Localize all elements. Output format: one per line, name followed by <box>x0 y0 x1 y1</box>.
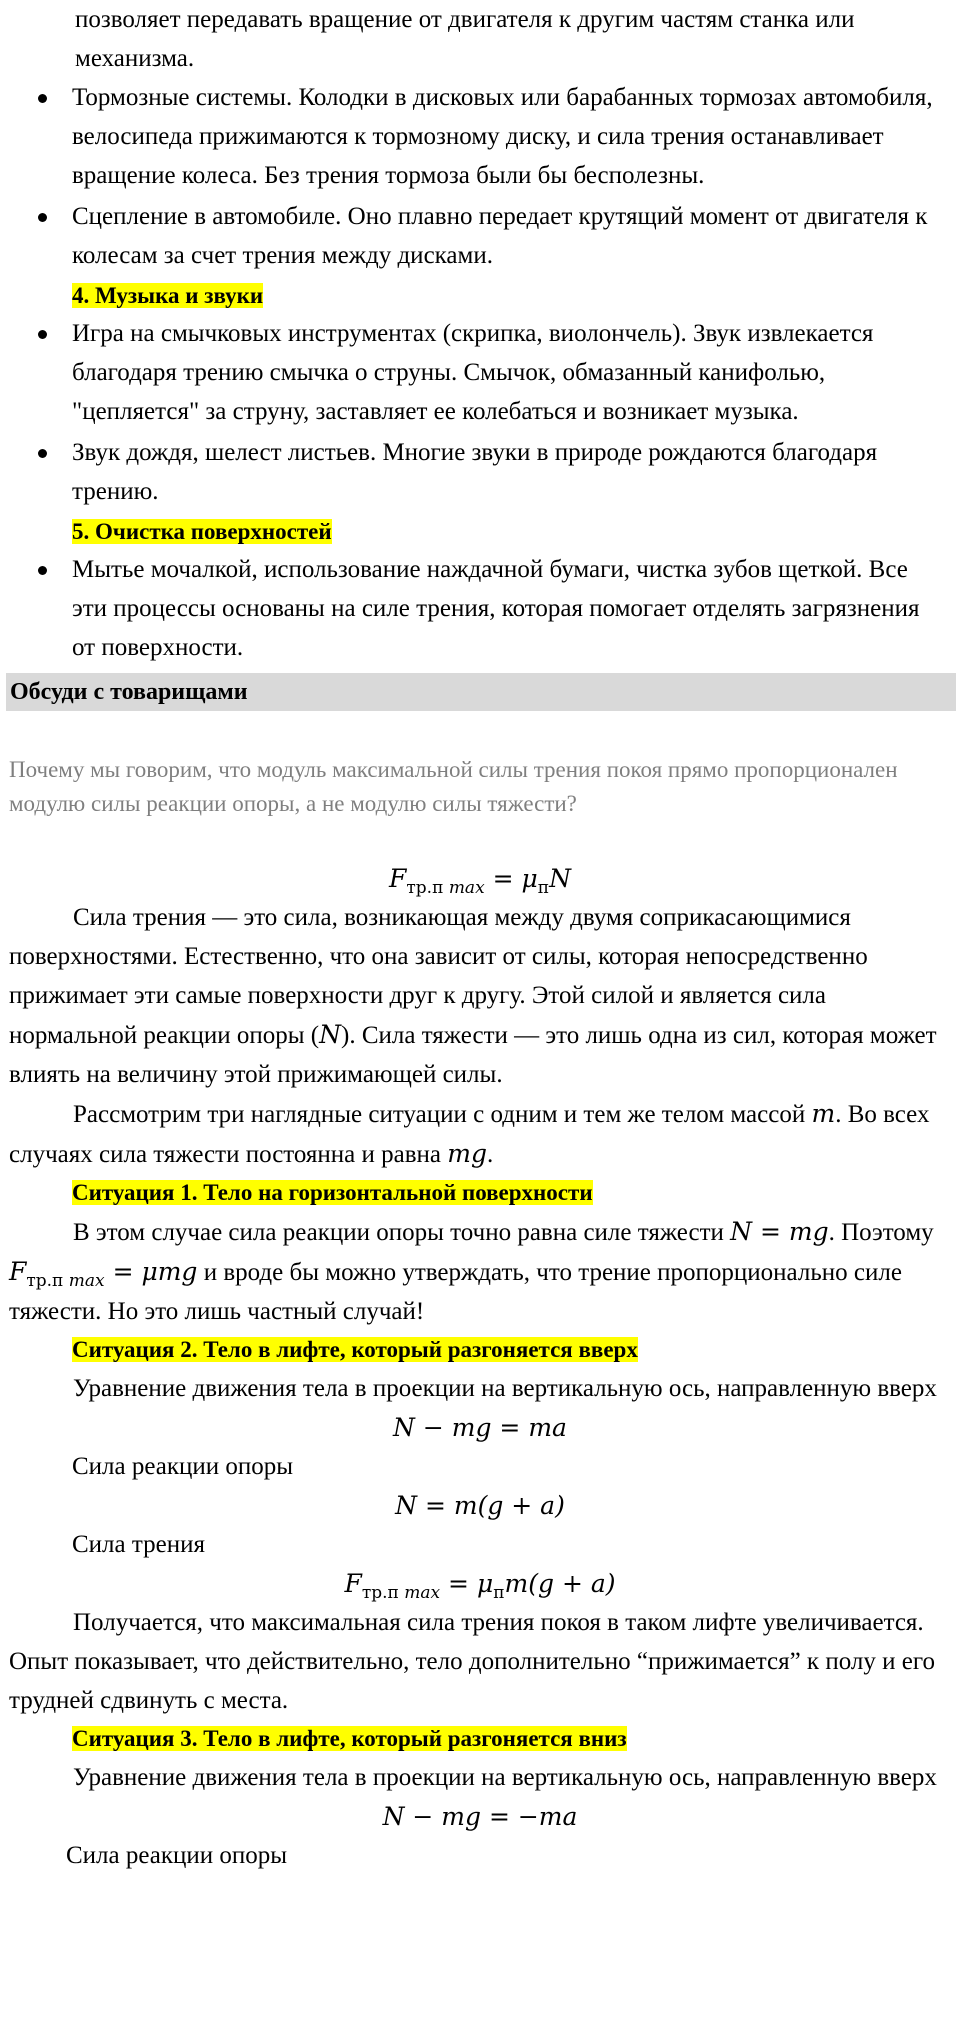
situation-2-equation-intro: Уравнение движения тела в проекции на вертикальную ось, направленную вверх <box>73 1375 937 1402</box>
list-item: Сцепление в автомобиле. Оно плавно передает крутящий момент от двигателя к колесам за счет трения между дисками. <box>0 197 960 275</box>
situation-2-conclusion: Получается, что максимальная сила трения покоя в таком лифте увеличивается. Опыт показывает, что действительно, тело дополнительно “прижимается” к полу и его трудней сдвинуть с места. <box>9 1609 935 1714</box>
answer-paragraph-2: Рассмотрим три наглядные ситуации с одним и тем же телом массой m. Во всех случаях сила тяжести постоянна и равна mg. <box>9 1099 930 1168</box>
list-item: Звук дождя, шелест листьев. Многие звуки в природе рождаются благодаря трению. <box>0 433 960 511</box>
situation-2-friction-label: Сила трения <box>72 1531 205 1558</box>
discuss-banner: Обсуди с товарищами <box>6 673 956 711</box>
discussion-question: Почему мы говорим, что модуль максимальной силы трения покоя прямо пропорционален модулю силы реакции опоры, а не модулю силы тяжести? <box>9 757 898 816</box>
situation-3-heading: Ситуация 3. Тело в лифте, который разгоняется вниз <box>72 1726 627 1751</box>
situation-1-text: В этом случае сила реакции опоры точно равна силе тяжести N = mg. Поэтому $F_{тр.п max} = \mu mg$ и вроде бы можно утверждать, что трение пропорционально силе тяжести. Но это лишь частный случай! <box>9 1217 934 1325</box>
bullet-list-mechanics <box>0 78 960 275</box>
formula-friction-up: $F_{тр.п max} = \mu_пm(g + a)$ <box>344 1569 616 1603</box>
formula-reaction-up: N = m(g + a) <box>395 1491 565 1520</box>
section-heading-music <box>72 277 960 314</box>
list-item: Мытье мочалкой, использование наждачной бумаги, чистка зубов щеткой. Все эти процессы основаны на силе трения, которая помогает отделять загрязнения от поверхности. <box>0 550 960 667</box>
situation-3-equation-intro: Уравнение движения тела в проекции на вертикальную ось, направленную вверх <box>73 1764 937 1791</box>
situation-2-heading: Ситуация 2. Тело в лифте, который разгоняется вверх <box>72 1337 638 1362</box>
situation-2-reaction-label: Сила реакции опоры <box>72 1453 294 1480</box>
highlighted-heading-text: 4. Музыка и звуки <box>72 283 264 308</box>
situation-1-heading: Ситуация 1. Тело на горизонтальной поверхности <box>72 1180 593 1205</box>
situation-3-reaction-label: Сила реакции опоры <box>66 1842 288 1869</box>
highlighted-heading-text: 5. Очистка поверхностей <box>72 519 332 544</box>
bullet-list-music <box>0 314 960 511</box>
list-item: Тормозные системы. Колодки в дисковых или барабанных тормозах автомобиля, велосипеда прижимаются к тормозному диску, и сила трения останавливает вращение колеса. Без трения тормоза были бы бесполезны. <box>0 78 960 195</box>
formula-motion-up: N − mg = ma <box>393 1413 567 1442</box>
bullet-list-cleaning <box>0 550 960 667</box>
formula-max-static-friction: $F_{тр.п max} = \mu_пN$ <box>389 864 571 898</box>
paragraph-continuation: позволяет передавать вращение от двигателя к другим частям станка или механизма. <box>75 6 855 72</box>
formula-motion-down: N − mg = −ma <box>382 1802 578 1831</box>
list-item: Игра на смычковых инструментах (скрипка, виолончель). Звук извлекается благодаря трению смычка о струны. Смычок, обмазанный канифолью, "цепляется" за струну, заставляет ее колебаться и возникает музыка. <box>0 314 960 431</box>
answer-paragraph-1: Сила трения — это сила, возникающая между двумя соприкасающимися поверхностями. Естественно, что она зависит от силы, которая непосредственно прижимает эти самые поверхности друг к другу. Этой силой и является сила нормальной реакции опоры (N). Сила тяжести — это лишь одна из сил, которая может влиять на величину этой прижимающей силы. <box>9 904 937 1088</box>
section-heading-cleaning <box>72 513 960 550</box>
